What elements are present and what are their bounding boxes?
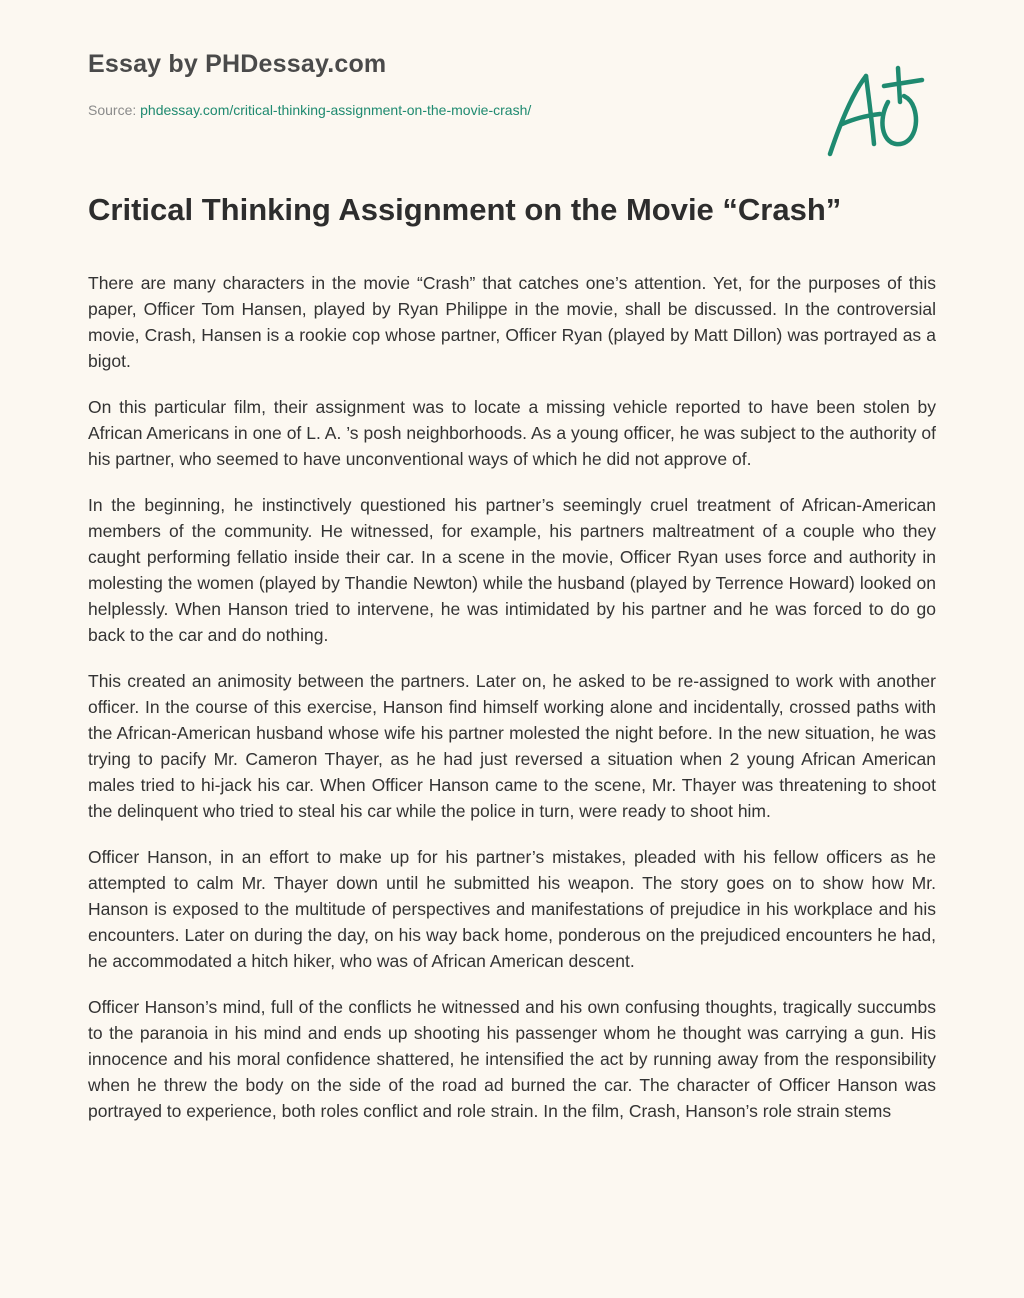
essay-paragraph: Officer Hanson’s mind, full of the conflicts he witnessed and his own confusing thoughts, tragically succumbs to the paranoia in his mind and ends up shooting his passenger whom he thought was carrying a gun. His innocence and his moral confidence shattered, he intensified the act by running away from the responsibility when he threw the body on the side of the road ad burned the car. The character of Officer Hanson was portrayed to experience, both roles conflict and role strain. In the film, Crash, Hanson’s role strain stems (88, 997, 936, 1121)
document-title: Critical Thinking Assignment on the Movie “Crash” (88, 192, 842, 227)
essay-paragraph: There are many characters in the movie “Crash” that catches one’s attention. Yet, for the purposes of this paper, Officer Tom Hansen, played by Ryan Philippe in the movie, shall be discussed. In the controversial movie, Crash, Hansen is a rookie cop whose partner, Officer Ryan (played by Matt Dillon) was portrayed as a bigot. (88, 273, 936, 371)
a-plus-grade-icon (822, 64, 932, 160)
essay-paragraph: This created an animosity between the partners. Later on, he asked to be re-assigned to work with another officer. In the course of this exercise, Hanson find himself working alone and incidentally, crossed paths with the African-American husband whose wife his partner molested the night before. In the new situation, he was trying to pacify Mr. Cameron Thayer, as he had just reversed a situation when 2 young African American males tried to hi-jack his car. When Officer Hanson came to the scene, Mr. Thayer was threatening to shoot the delinquent who tried to steal his car while the police in turn, were ready to shoot him. (88, 671, 936, 821)
site-header (88, 50, 386, 79)
source-label: Source: (88, 102, 137, 118)
essay-paragraph: On this particular film, their assignment was to locate a missing vehicle reported to have been stolen by African Americans in one of L. A. ’s posh neighborhoods. As a young officer, he was subject to the authority of his partner, who seemed to have unconventional ways of which he did not approve of. (88, 397, 936, 469)
essay-body (88, 270, 936, 1298)
source-link[interactable]: phdessay.com/critical-thinking-assignment-on-the-movie-crash/ (140, 102, 532, 118)
essay-paragraph: Officer Hanson, in an effort to make up for his partner’s mistakes, pleaded with his fellow officers as he attempted to calm Mr. Thayer down until he submitted his weapon. The story goes on to show how Mr. Hanson is exposed to the multitude of perspectives and manifestations of prejudice in his workplace and his encounters. Later on during the day, on his way back home, ponderous on the prejudiced encounters he had, he accommodated a hitch hiker, who was of African American descent. (88, 847, 936, 971)
site-title[interactable]: Essay by PHDessay.com (88, 50, 387, 78)
source-line (88, 102, 531, 118)
essay-paragraph: In the beginning, he instinctively questioned his partner’s seemingly cruel treatment of African-American members of the community. He witnessed, for example, his partners maltreatment of a couple who they caught performing fellatio inside their car. In a scene in the movie, Officer Ryan uses force and authority in molesting the women (played by Thandie Newton) while the husband (played by Terrence Howard) looked on helplessly. When Hanson tried to intervene, he was intimidated by his partner and he was forced to do go back to the car and do nothing. (88, 495, 936, 645)
